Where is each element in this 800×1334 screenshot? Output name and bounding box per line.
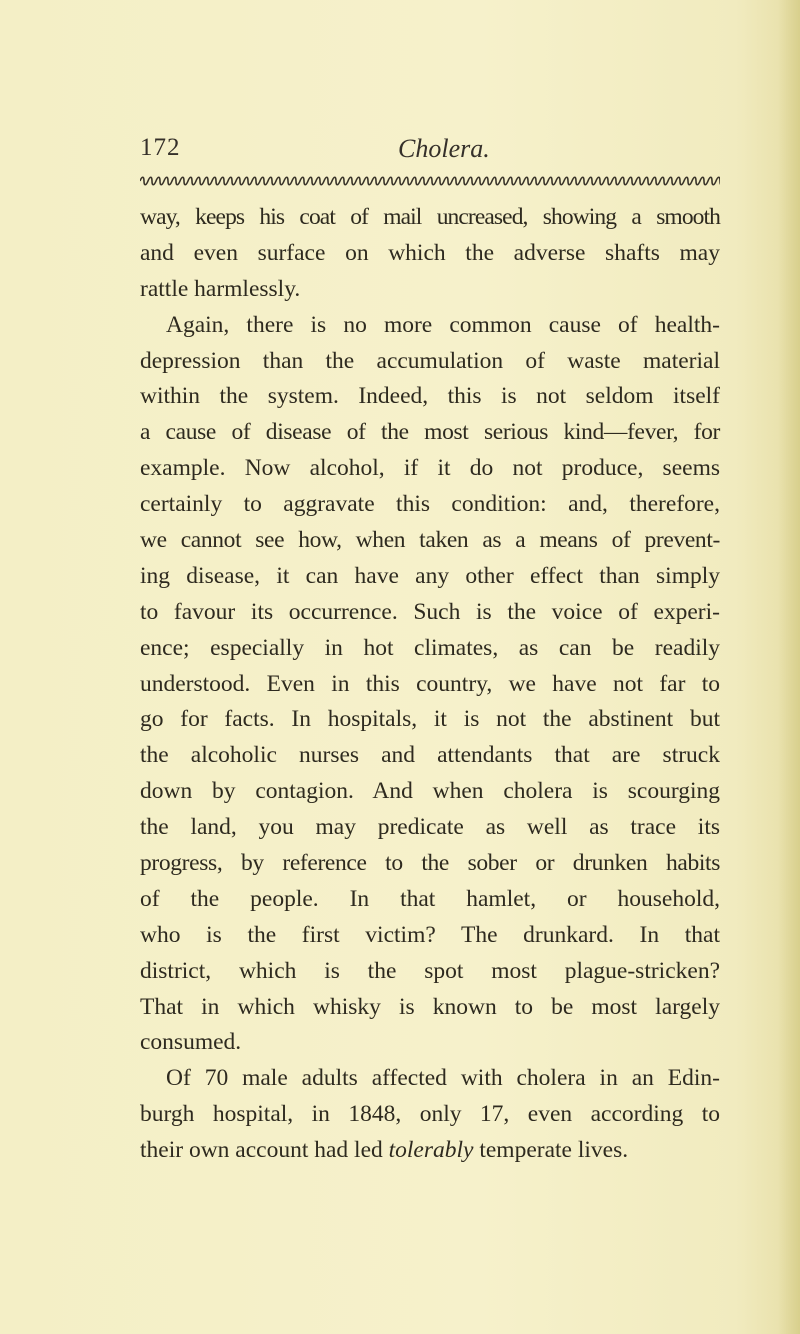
text-line: progress, by reference to the sober or drunken habits [140,850,720,877]
running-title: Cholera. [398,134,490,163]
text-line: a cause of disease of the most serious kind—fever, for [140,419,720,446]
text-line: we cannot see how, when taken as a means of prevent- [140,527,720,554]
text-line: district, which is the spot most plague-stricken? [140,957,720,984]
running-header [140,134,715,170]
text-line: within the system. Indeed, this is not seldom itself [140,383,720,410]
text-line: That in which whisky is known to be most largely [140,993,720,1020]
text-line: who is the first victim? The drunkard. In that [140,921,720,948]
text-line: and even surface on which the adverse shafts may [140,239,720,266]
text-line: way, keeps his coat of mail uncreased, showing a smooth [140,204,720,230]
text-line: go for facts. In hospitals, it is not the abstinent but [140,706,720,733]
text-line: the alcoholic nurses and attendants that are struck [140,742,720,769]
text-line: rattle harmlessly. [140,275,301,302]
text-line: understood. Even in this country, we have not far to [140,670,720,697]
text-line: ence; especially in hot climates, as can be readily [140,634,720,661]
text-line: Again, there is no more common cause of health- [166,311,720,338]
text-line: example. Now alcohol, if it do not produce, seems [140,455,720,482]
text-line: consumed. [140,1029,242,1056]
text-line [140,1133,720,1169]
text-line: of the people. In that hamlet, or household, [140,885,720,912]
text-line: the land, you may predicate as well as trace its [140,814,720,841]
page-edge-shadow [778,0,800,1334]
text-line: burgh hospital, in 1848, only 17, even according to [140,1101,720,1128]
wavy-rule-ornament [140,176,720,186]
text-line: certainly to aggravate this condition: and, therefore, [140,491,720,518]
text-line: to favour its occurrence. Such is the voice of experi- [140,598,720,625]
text-line: depression than the accumulation of waste material [140,347,720,374]
italic-word: tolerably [388,1137,474,1164]
text-line: Of 70 male adults affected with cholera in an Edin- [166,1065,720,1092]
text-line: ing disease, it can have any other effect than simply [140,562,720,589]
text-segment: their own account had led [140,1137,383,1164]
text-segment: temperate lives. [479,1137,629,1164]
page-number: 172 [140,134,181,161]
text-line: down by contagion. And when cholera is scourging [140,778,720,805]
body-text [140,200,720,1169]
